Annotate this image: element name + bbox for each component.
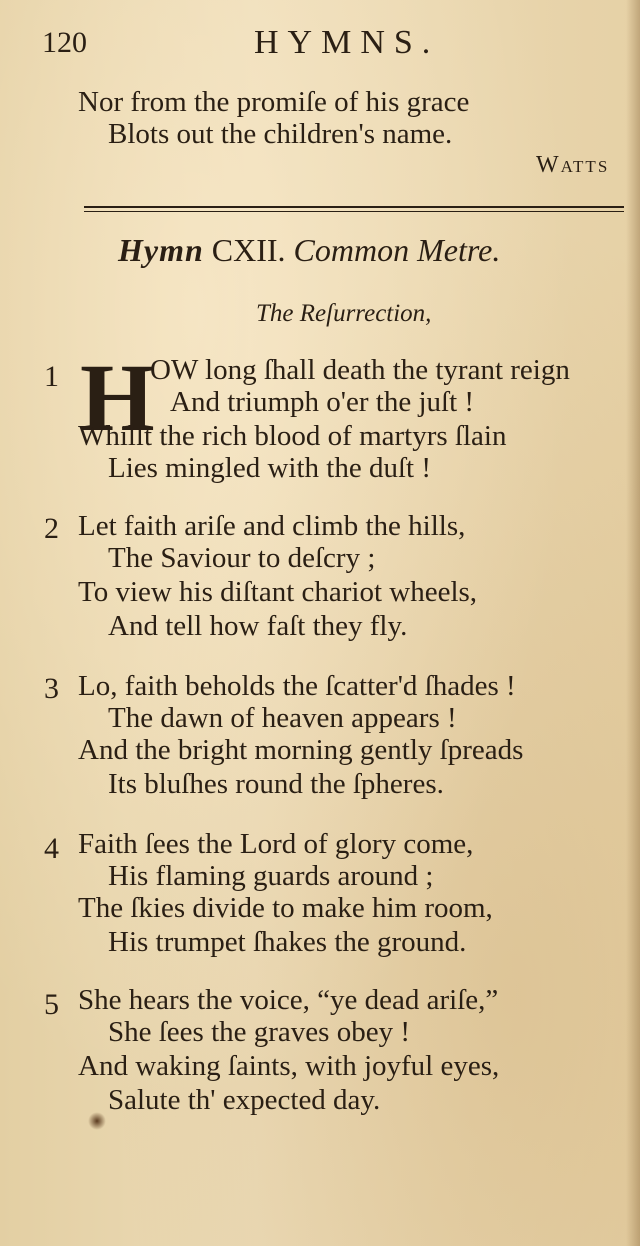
verse-line: And tell how faſt they fly. bbox=[108, 610, 408, 642]
drop-cap: H bbox=[80, 344, 155, 451]
verse-line: Nor from the promiſe of his grace bbox=[78, 86, 470, 118]
ink-blot bbox=[88, 1112, 106, 1130]
verse-line: Blots out the children's name. bbox=[108, 118, 453, 150]
verse-line: And triumph o'er the juſt ! bbox=[170, 386, 475, 418]
hymn-number: CXII. bbox=[211, 232, 286, 268]
verse-line: The Saviour to deſcry ; bbox=[108, 542, 376, 574]
verse-line: Lies mingled with the duſt ! bbox=[108, 452, 431, 484]
section-rule-thin bbox=[84, 211, 624, 212]
hymn-title-prefix: Hymn bbox=[118, 232, 204, 268]
verse-line: Its bluſhes round the ſpheres. bbox=[108, 768, 444, 800]
verse-line: Whilſt the rich blood of martyrs ſlain bbox=[78, 420, 507, 452]
stanza-number: 5 bbox=[44, 988, 59, 1021]
hymn-title bbox=[118, 232, 500, 269]
verse-line: Salute th' expected day. bbox=[108, 1084, 381, 1116]
verse-line: And waking ſaints, with joyful eyes, bbox=[78, 1050, 500, 1082]
stanza-number: 4 bbox=[44, 832, 59, 865]
verse-line: Faith ſees the Lord of glory come, bbox=[78, 828, 474, 860]
verse-line: And the bright morning gently ſpreads bbox=[78, 734, 524, 766]
verse-line: The ſkies divide to make him room, bbox=[78, 892, 493, 924]
page-number: 120 bbox=[42, 26, 87, 59]
verse-line: OW long ſhall death the tyrant reign bbox=[150, 354, 570, 386]
section-rule bbox=[84, 206, 624, 208]
verse-line: His trumpet ſhakes the ground. bbox=[108, 926, 467, 958]
verse-line: To view his diſtant chariot wheels, bbox=[78, 576, 478, 608]
page-edge-shadow bbox=[626, 0, 640, 1246]
verse-line: The dawn of heaven appears ! bbox=[108, 702, 457, 734]
attribution: Watts bbox=[536, 152, 610, 178]
verse-line: She ſees the graves obey ! bbox=[108, 1016, 410, 1048]
verse-line: His flaming guards around ; bbox=[108, 860, 434, 892]
stanza-number: 1 bbox=[44, 360, 59, 393]
verse-line: Lo, faith beholds the ſcatter'd ſhades ! bbox=[78, 670, 516, 702]
verse-line: Let faith ariſe and climb the hills, bbox=[78, 510, 466, 542]
running-title: HYMNS. bbox=[254, 24, 440, 61]
verse-line: She hears the voice, “ye dead ariſe,” bbox=[78, 984, 499, 1016]
stanza-number: 3 bbox=[44, 672, 59, 705]
hymn-metre: Common Metre. bbox=[293, 232, 501, 268]
hymn-subtitle: The Reſurrection, bbox=[256, 300, 432, 327]
stanza-number: 2 bbox=[44, 512, 59, 545]
